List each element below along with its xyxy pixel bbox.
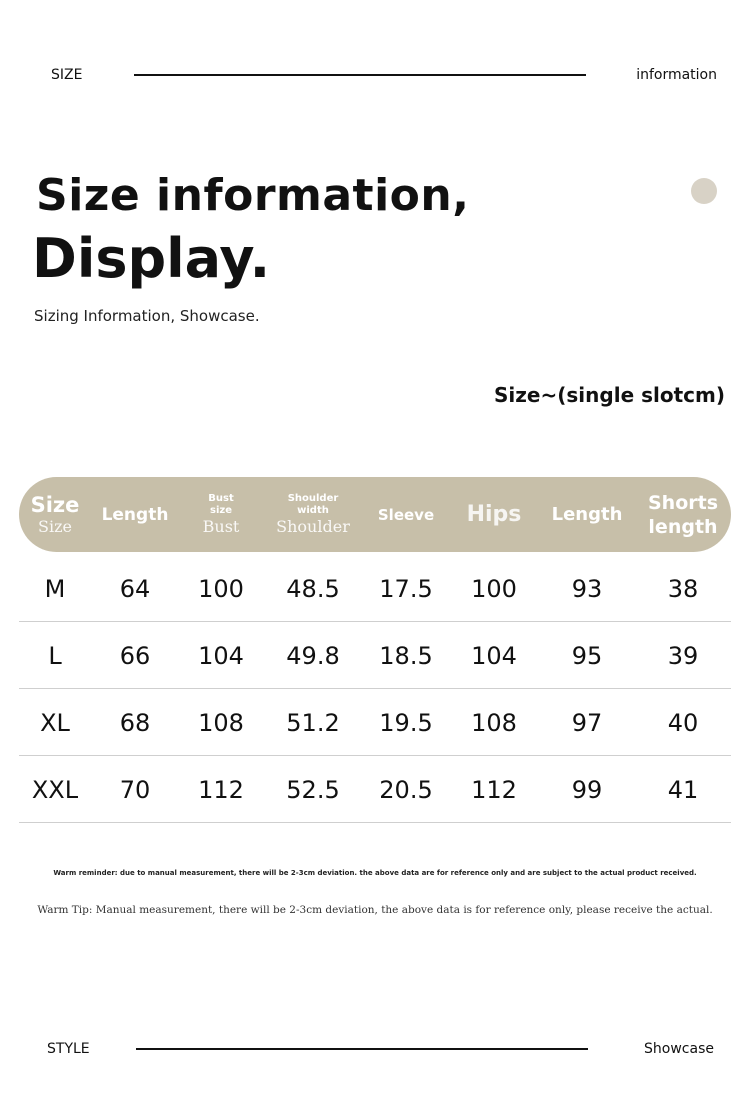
cell-size: M	[44, 575, 66, 603]
table-row	[19, 757, 731, 823]
cell-hips: 100	[471, 575, 517, 603]
cell-shoulder: 49.8	[286, 642, 340, 670]
cell-bust: 108	[198, 709, 244, 737]
table-row	[19, 556, 731, 622]
header-size	[19, 477, 91, 552]
cell-pants-length: 93	[571, 575, 603, 603]
bottom-bar-right-label: Showcase	[644, 1041, 714, 1057]
header-pants-length-label: Length	[551, 503, 623, 525]
cell-shorts-length: 38	[667, 575, 699, 603]
cell-shoulder: 52.5	[286, 776, 340, 804]
cell-length: 70	[119, 776, 151, 804]
warm-reminder-note: Warm reminder: due to manual measurement, there will be 2-3cm deviation. the above data are for reference only and are subject to the actual product received.	[53, 869, 697, 877]
header-size-label: Size	[30, 492, 80, 517]
cell-sleeve: 18.5	[379, 642, 433, 670]
header-sleeve-label: Sleeve	[377, 505, 435, 524]
cell-bust: 100	[198, 575, 244, 603]
bottom-bar-divider	[136, 1048, 588, 1050]
header-shorts-length	[635, 477, 731, 552]
warm-tip-note: Warm Tip: Manual measurement, there will be 2-3cm deviation, the above data is for reference only, please receive the actual.	[37, 904, 713, 916]
top-bar-left-label: SIZE	[51, 67, 83, 83]
cell-hips: 112	[471, 776, 517, 804]
header-pants-length	[539, 477, 635, 552]
cell-size: XXL	[31, 776, 79, 804]
table-row	[19, 690, 731, 756]
cell-bust: 104	[198, 642, 244, 670]
header-shoulder	[263, 477, 363, 552]
cell-sleeve: 20.5	[379, 776, 433, 804]
cell-hips: 108	[471, 709, 517, 737]
header-bust	[179, 477, 263, 552]
top-bar-right-label: information	[636, 67, 717, 83]
cell-shorts-length: 41	[667, 776, 699, 804]
top-section-bar	[0, 66, 750, 86]
cell-sleeve: 19.5	[379, 709, 433, 737]
bottom-section-bar	[0, 1040, 750, 1060]
header-shorts-line2: length	[648, 515, 718, 538]
top-bar-divider	[134, 74, 586, 76]
cell-size: XL	[40, 709, 70, 737]
cell-size: L	[48, 642, 62, 670]
headline-secondary: Display.	[32, 227, 271, 290]
cell-length: 68	[119, 709, 151, 737]
unit-note: Size~(single slotcm)	[494, 383, 725, 407]
cell-bust: 112	[198, 776, 244, 804]
cell-sleeve: 17.5	[379, 575, 433, 603]
headline-subtitle: Sizing Information, Showcase.	[34, 307, 260, 325]
cell-pants-length: 97	[571, 709, 603, 737]
cell-length: 66	[119, 642, 151, 670]
header-length	[91, 477, 179, 552]
decorative-dot	[691, 178, 717, 204]
cell-length: 64	[119, 575, 151, 603]
cell-pants-length: 95	[571, 642, 603, 670]
cell-shorts-length: 39	[667, 642, 699, 670]
header-shoulder-serif: Shoulder	[276, 516, 350, 536]
headline-primary: Size information,	[36, 170, 470, 221]
header-bust-small: Bust size	[208, 492, 234, 516]
size-table-header	[19, 477, 731, 552]
header-sleeve	[363, 477, 449, 552]
header-hips	[449, 477, 539, 552]
cell-shoulder: 48.5	[286, 575, 340, 603]
header-size-serif: Size	[38, 516, 72, 536]
header-shoulder-small: Shoulder width	[287, 492, 339, 516]
header-hips-label: Hips	[466, 501, 522, 527]
cell-shoulder: 51.2	[286, 709, 340, 737]
header-shorts-line1: Shorts	[647, 491, 719, 514]
header-bust-serif: Bust	[202, 516, 240, 536]
cell-pants-length: 99	[571, 776, 603, 804]
table-row	[19, 623, 731, 689]
cell-hips: 104	[471, 642, 517, 670]
cell-shorts-length: 40	[667, 709, 699, 737]
header-length-label: Length	[101, 504, 169, 525]
bottom-bar-left-label: STYLE	[47, 1041, 90, 1057]
